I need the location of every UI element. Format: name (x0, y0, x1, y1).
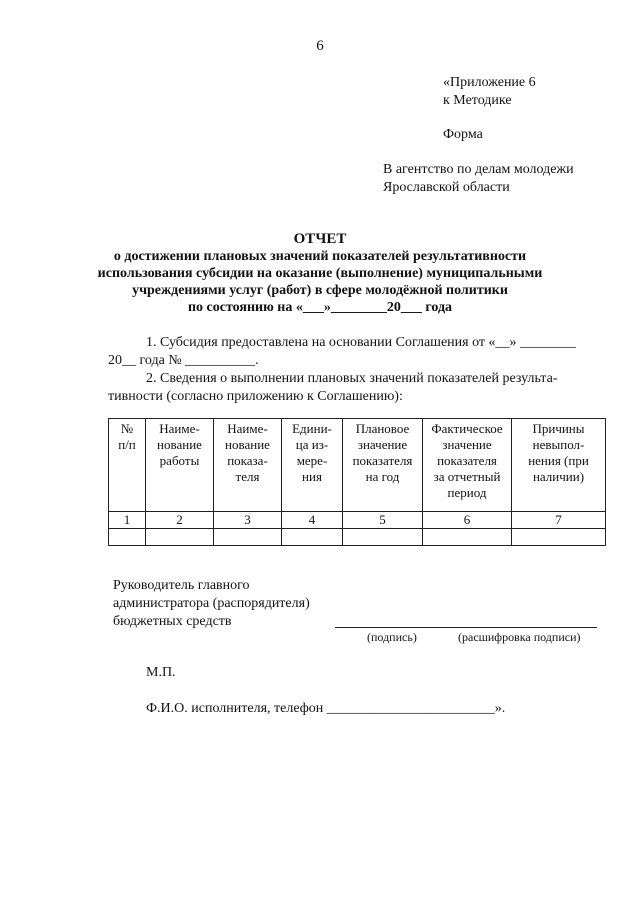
table-header-cell (343, 419, 423, 512)
report-heading: ОТЧЕТ (293, 231, 347, 247)
appendix-line-2: к Методике (443, 93, 512, 108)
table-header-text: п/п (118, 437, 136, 452)
table-header-text: наличии) (532, 469, 585, 484)
report-title (0, 231, 640, 316)
table-header-text: теля (235, 469, 260, 484)
table-row (109, 529, 606, 546)
table-header-text: Причины (532, 421, 585, 436)
recipient-line-1: В агентство по делам молодежи (383, 162, 574, 177)
signature-line-2: администратора (распорядителя) (113, 596, 310, 611)
table-header-text: Плановое (355, 421, 410, 436)
paragraph-1 (108, 334, 610, 370)
table-header-cell (146, 419, 214, 512)
paragraph-2-line-2: тивности (согласно приложению к Соглашению): (108, 389, 403, 404)
table-header-cell (423, 419, 512, 512)
signature-block (113, 577, 310, 631)
table-header-text: работы (159, 453, 200, 468)
paragraph-1-line-1: 1. Субсидия предоставлена на основании Соглашения от «__» ________ (146, 335, 577, 350)
table-column-number: 7 (512, 512, 606, 529)
signature-rule (335, 627, 597, 628)
table-header-row (109, 419, 606, 512)
table-cell[interactable] (423, 529, 512, 546)
report-title-line-3: учреждениями услуг (работ) в сфере молодёжной политики (132, 283, 508, 298)
table-column-number: 6 (423, 512, 512, 529)
appendix-reference (443, 74, 536, 110)
recipient-block (383, 161, 574, 197)
table-header-text: показа- (227, 453, 268, 468)
executor-line: Ф.И.О. исполнителя, телефон ________________________». (146, 701, 506, 716)
page-number: 6 (316, 38, 324, 54)
table-header-text: Фактическое (431, 421, 503, 436)
signature-line-1: Руководитель главного (113, 578, 250, 593)
table-cell[interactable] (343, 529, 423, 546)
table-column-number: 2 (146, 512, 214, 529)
table-header-text: невыпол- (532, 437, 585, 452)
table-header-text: № (120, 421, 134, 436)
table-header-text: показателя (437, 453, 497, 468)
table-header-text: мере- (296, 453, 328, 468)
table-header-text: ния (302, 469, 322, 484)
signature-line-3: бюджетных средств (113, 614, 232, 629)
table-cell[interactable] (109, 529, 146, 546)
stamp-label: М.П. (146, 665, 176, 680)
table-column-number: 5 (343, 512, 423, 529)
table-header-text: на год (365, 469, 400, 484)
table-header-cell (214, 419, 282, 512)
table-cell[interactable] (282, 529, 343, 546)
report-title-line-2: использования субсидии на оказание (выполнение) муниципальными (97, 266, 543, 281)
report-title-line-1: о достижении плановых значений показателей результативности (113, 249, 527, 264)
paragraph-2-line-1: 2. Сведения о выполнении плановых значений показателей результа- (146, 371, 558, 386)
table-header-text: ца из- (295, 437, 329, 452)
table-header-text: Наиме- (227, 421, 268, 436)
signature-decoding-caption: (расшифровка подписи) (458, 630, 581, 644)
table-header-cell (512, 419, 606, 512)
form-label: Форма (443, 127, 483, 142)
table-header-text: значение (357, 437, 408, 452)
table-header-cell (282, 419, 343, 512)
table-header-text: период (447, 485, 487, 500)
table-header-text: Наиме- (159, 421, 200, 436)
table-cell[interactable] (214, 529, 282, 546)
table-header-cell (109, 419, 146, 512)
table-header-text: показателя (352, 453, 413, 468)
table-column-numbers-row (109, 512, 606, 529)
table-header-text: за отчетный (433, 469, 501, 484)
table-header-text: нование (157, 437, 202, 452)
recipient-line-2: Ярославской области (383, 180, 510, 195)
report-title-line-4: по состоянию на «___»________20___ года (187, 300, 453, 315)
table-cell[interactable] (512, 529, 606, 546)
table-header-text: нование (225, 437, 270, 452)
signature-caption: (подпись) (367, 630, 417, 644)
table-header-text: Едини- (292, 421, 332, 436)
table-header-text: нения (при (528, 453, 589, 468)
paragraph-2 (108, 370, 610, 406)
paragraph-1-line-2: 20__ года № __________. (108, 353, 259, 368)
results-table (108, 418, 606, 546)
table-column-number: 3 (214, 512, 282, 529)
table-column-number: 1 (109, 512, 146, 529)
table-column-number: 4 (282, 512, 343, 529)
appendix-line-1: «Приложение 6 (443, 75, 536, 90)
table-cell[interactable] (146, 529, 214, 546)
table-header-text: значение (442, 437, 492, 452)
